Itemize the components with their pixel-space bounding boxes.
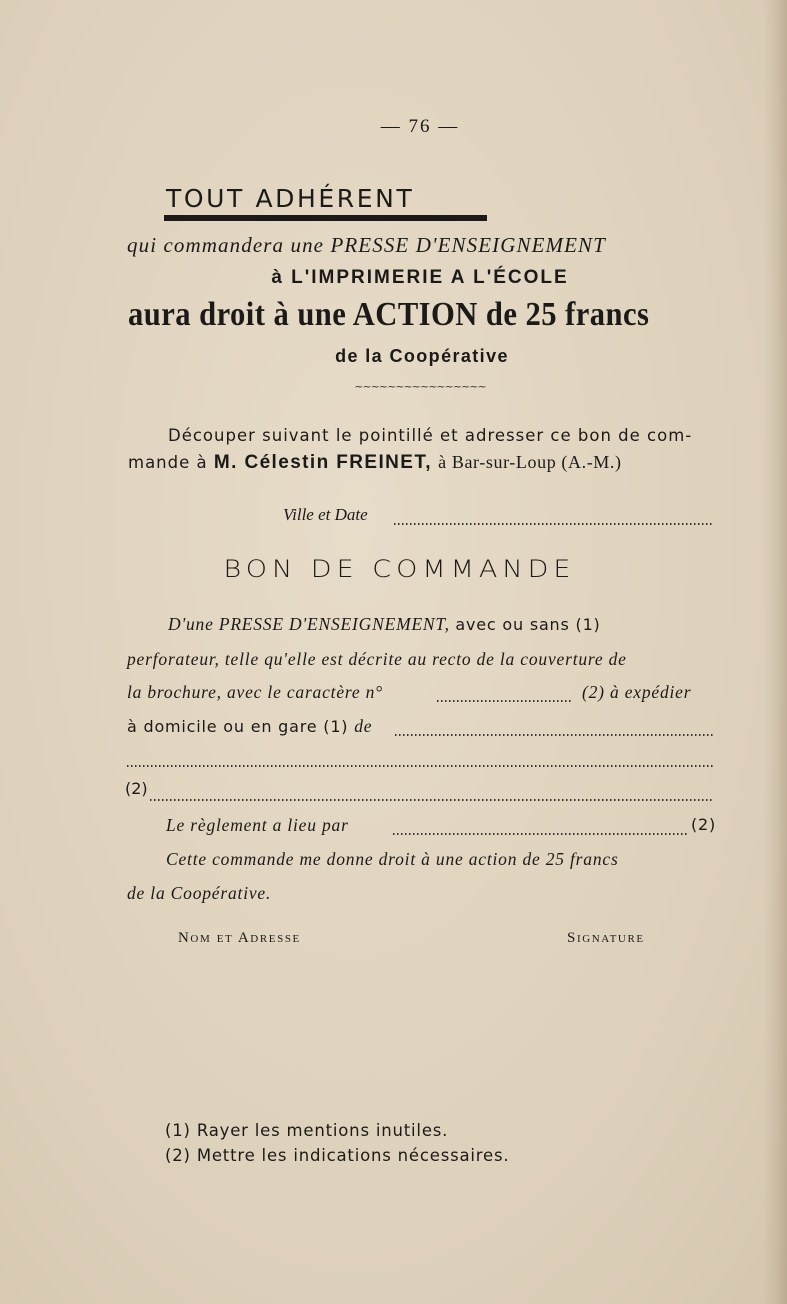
destination-field[interactable]	[395, 734, 714, 736]
form-avec-sans: avec ou sans (1)	[455, 615, 601, 634]
caractere-number-field[interactable]	[437, 700, 573, 702]
form-note-ref: (2)	[691, 815, 717, 834]
form-line-1	[168, 614, 601, 635]
form-de: de	[354, 716, 373, 736]
form-line-7	[166, 815, 349, 836]
payment-field[interactable]	[393, 833, 689, 835]
form-presse: D'une PRESSE D'ENSEIGNEMENT,	[168, 614, 450, 634]
wavy-ornament: ~~~~~~~~~~~~~~~~	[354, 380, 486, 393]
instructions-line-1: Découper suivant le pointillé et adresser ce bon de com-	[168, 426, 693, 445]
form-expedier: (2) à expédier	[582, 682, 692, 702]
indications-field[interactable]	[150, 799, 714, 801]
page-number: — 76 —	[380, 116, 460, 137]
ville-date-field[interactable]	[394, 523, 714, 525]
form-line-3	[127, 682, 383, 703]
form-cette-commande: Cette commande me donne droit à une action de 25 francs	[166, 849, 619, 869]
form-line-6: (2)	[125, 779, 148, 798]
signature-label: Signature	[567, 930, 645, 946]
form-line-8	[166, 849, 619, 870]
addressee-name: M. Célestin FREINET,	[213, 452, 432, 473]
destination-field-continued[interactable]	[127, 765, 714, 767]
name-address-label: Nom et Adresse	[178, 930, 301, 946]
header-title: TOUT ADHÉRENT	[166, 184, 415, 213]
form-line-2	[127, 649, 627, 670]
header-line-cooperative: de la Coopérative	[335, 346, 509, 366]
form-caractere: la brochure, avec le caractère n°	[127, 682, 383, 702]
form-line-4	[127, 716, 372, 737]
form-cooperative: de la Coopérative.	[127, 883, 272, 903]
form-line-3-end	[582, 682, 691, 703]
instructions-mande: mande à	[128, 453, 214, 472]
footnote-1: (1) Rayer les mentions inutiles.	[165, 1121, 449, 1140]
form-line-7-end	[691, 815, 716, 835]
ville-date-label: Ville et Date	[283, 505, 368, 524]
header-line-action: aura droit à une ACTION de 25 francs	[128, 296, 650, 333]
page-edge-shadow	[763, 0, 787, 1304]
form-line-9	[127, 883, 271, 904]
footnote-2: (2) Mettre les indications nécessaires.	[165, 1146, 510, 1165]
instructions-line-2	[128, 452, 622, 474]
form-title: BON DE COMMANDE	[223, 556, 576, 584]
addressee-location: à Bar-sur-Loup (A.-M.)	[438, 452, 622, 472]
form-reglement: Le règlement a lieu par	[166, 815, 349, 835]
header-line-imprimerie: à L'IMPRIMERIE A L'ÉCOLE	[271, 267, 569, 288]
header-title-rule	[164, 215, 487, 221]
header-line-qui: qui commandera une PRESSE D'ENSEIGNEMENT	[127, 233, 606, 257]
form-domicile: à domicile ou en gare (1)	[127, 717, 355, 736]
form-perforateur: perforateur, telle qu'elle est décrite au recto de la couverture de	[127, 649, 627, 669]
